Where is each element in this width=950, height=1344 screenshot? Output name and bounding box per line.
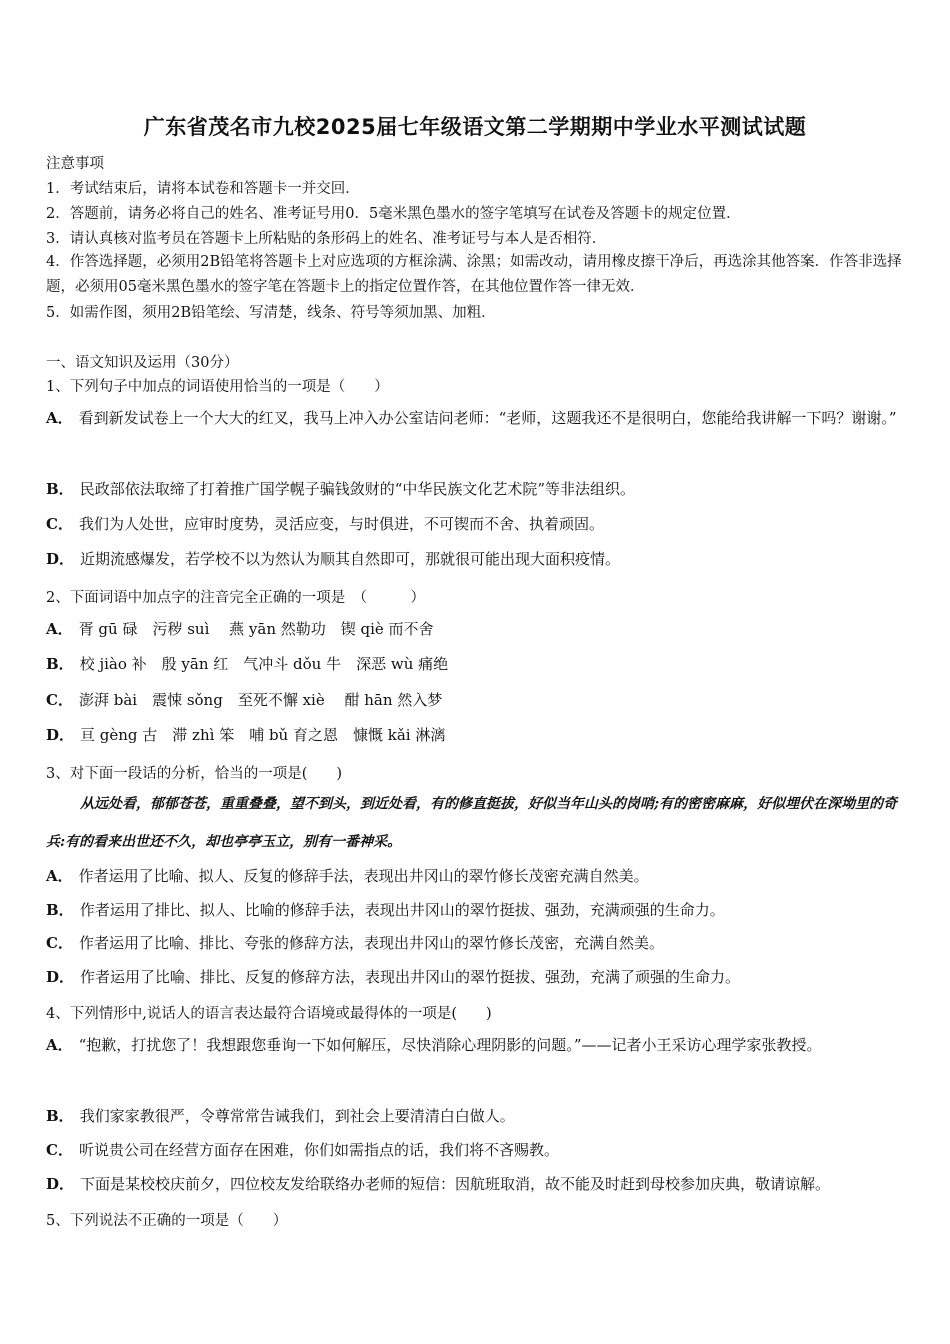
option-label: D． [46, 726, 75, 744]
option-label: C． [46, 934, 73, 952]
notice-item-5: 5．如需作图，须用2B铅笔绘、写清楚，线条、符号等须加黑、加粗． [46, 305, 496, 321]
option-label: D． [46, 550, 75, 568]
question-2-option-b [46, 646, 906, 682]
option-text: 作者运用了比喻、排比、夸张的修辞方法，表现出井冈山的翠竹修长茂密，充满自然美。 [78, 934, 664, 952]
question-2-stem: 2、下面词语中加点字的注音完全正确的一项是 （ ） [46, 590, 425, 606]
option-label: D． [46, 1175, 75, 1193]
question-3-option-a [46, 858, 906, 894]
question-1-option-c [46, 506, 906, 542]
option-label: A． [46, 620, 73, 638]
page-title: 广东省茂名市九校2025届七年级语文第二学期期中学业水平测试试题 [143, 115, 807, 139]
option-label: A． [46, 1036, 73, 1054]
question-2-option-c [46, 682, 906, 718]
notice-item-3: 3．请认真核对监考员在答题卡上所粘贴的条形码上的姓名、准考证号与本人是否相符． [46, 231, 607, 247]
notice-item-2: 2．答题前，请务必将自己的姓名、准考证号用0．5毫米黑色墨水的签字笔填写在试卷及答题卡的规定位置． [46, 206, 741, 222]
option-text: 亘 gèng 古 滞 zhì 笨 哺 bǔ 育之恩 慷慨 kǎi 淋漓 [80, 726, 446, 744]
option-text: 听说贵公司在经营方面存在困难，你们如需指点的话，我们将不吝赐教。 [78, 1141, 559, 1159]
option-text: 作者运用了排比、拟人、比喻的修辞手法，表现出井冈山的翠竹挺拔、强劲，充满顽强的生命力。 [79, 901, 725, 919]
question-2-option-d [46, 717, 906, 753]
option-label: A． [46, 409, 73, 427]
notice-heading: 注意事项 [46, 156, 104, 172]
question-3-option-b [46, 892, 906, 928]
question-1-option-b [46, 471, 906, 507]
option-text: 下面是某校校庆前夕，四位校友发给联络办老师的短信：因航班取消，故不能及时赶到母校参加庆典，敬请谅解。 [80, 1175, 831, 1193]
option-label: C． [46, 515, 73, 533]
section-heading: 一、语文知识及运用（30分） [46, 355, 239, 371]
option-text: 我们为人处世，应审时度势，灵活应变，与时俱进，不可锲而不舍、执着顽固。 [78, 515, 604, 533]
option-text: 澎湃 bài 震悚 sǒng 至死不懈 xiè 酣 hān 然入梦 [78, 691, 443, 709]
question-3-option-d [46, 959, 906, 995]
option-label: C． [46, 691, 73, 709]
option-label: B． [46, 655, 74, 673]
option-label: D． [46, 968, 75, 986]
option-label: B． [46, 901, 74, 919]
notice-item-1: 1．考试结束后，请将本试卷和答题卡一并交回． [46, 181, 360, 197]
option-text: 校 jiào 补 殷 yān 红 气冲斗 dǒu 牛 深恶 wù 痛绝 [79, 655, 449, 673]
question-3-passage: 从远处看，郁郁苍苍，重重叠叠，望不到头，到近处看，有的修直挺拔，好似当年山头的岗哨;有的密密麻麻，好似埋伏在深坳里的奇兵:有的看来出世还不久，却也亭亭玉立，别有一番神采。 [46, 796, 898, 850]
question-4-option-d [46, 1166, 906, 1202]
notice-item-4: 4．作答选择题，必须用2B铅笔将答题卡上对应选项的方框涂满、涂黑；如需改动，请用橡皮擦干净后，再选涂其他答案．作答非选择题，必须用05毫米黑色墨水的签字笔在答题卡上的指定位置作答，在其他位置作答一律无效． [46, 254, 902, 295]
option-text: 作者运用了比喻、排比、反复的修辞方法，表现出井冈山的翠竹挺拔、强劲，充满了顽强的生命力。 [80, 968, 741, 986]
option-label: C． [46, 1141, 73, 1159]
option-text: 民政部依法取缔了打着推广国学幌子骗钱敛财的“中华民族文化艺术院”等非法组织。 [79, 480, 636, 498]
option-text: 作者运用了比喻、拟人、反复的修辞手法，表现出井冈山的翠竹修长茂密充满自然美。 [78, 867, 649, 885]
question-2-option-a [46, 611, 906, 647]
option-text: 近期流感爆发，若学校不以为然认为顺其自然即可，那就很可能出现大面积疫情。 [80, 550, 621, 568]
question-1-stem: 1、下列句子中加点的词语使用恰当的一项是（ ） [46, 379, 389, 395]
question-5-stem: 5、下列说法不正确的一项是（ ） [46, 1213, 288, 1229]
option-label: B． [46, 480, 74, 498]
option-label: B． [46, 1107, 74, 1125]
question-4-stem: 4、下列情形中,说话人的语言表达最符合语境或最得体的一项是( ) [46, 1006, 492, 1022]
option-text: 我们家家教很严，令尊常常告诫我们，到社会上要清清白白做人。 [79, 1107, 515, 1125]
question-4-option-a [46, 1027, 906, 1063]
question-1-option-d [46, 541, 906, 577]
question-3-option-c [46, 925, 906, 961]
option-label: A． [46, 867, 73, 885]
option-text: 胥 gū 碌 污秽 suì 燕 yān 然勒功 锲 qiè 而不舍 [78, 620, 434, 638]
question-4-option-c [46, 1132, 906, 1168]
question-1-option-a [46, 400, 906, 436]
question-4-option-b [46, 1098, 906, 1134]
option-text: 看到新发试卷上一个大大的红叉，我马上冲入办公室诘问老师：“老师，这题我还不是很明白，您能给我讲解一下吗？谢谢。” [78, 409, 897, 427]
option-text: “抱歉，打扰您了！我想跟您垂询一下如何解压，尽快消除心理阴影的问题。”——记者小王采访心理学家张教授。 [78, 1036, 822, 1054]
question-3-stem: 3、对下面一段话的分析，恰当的一项是( ) [46, 766, 343, 782]
